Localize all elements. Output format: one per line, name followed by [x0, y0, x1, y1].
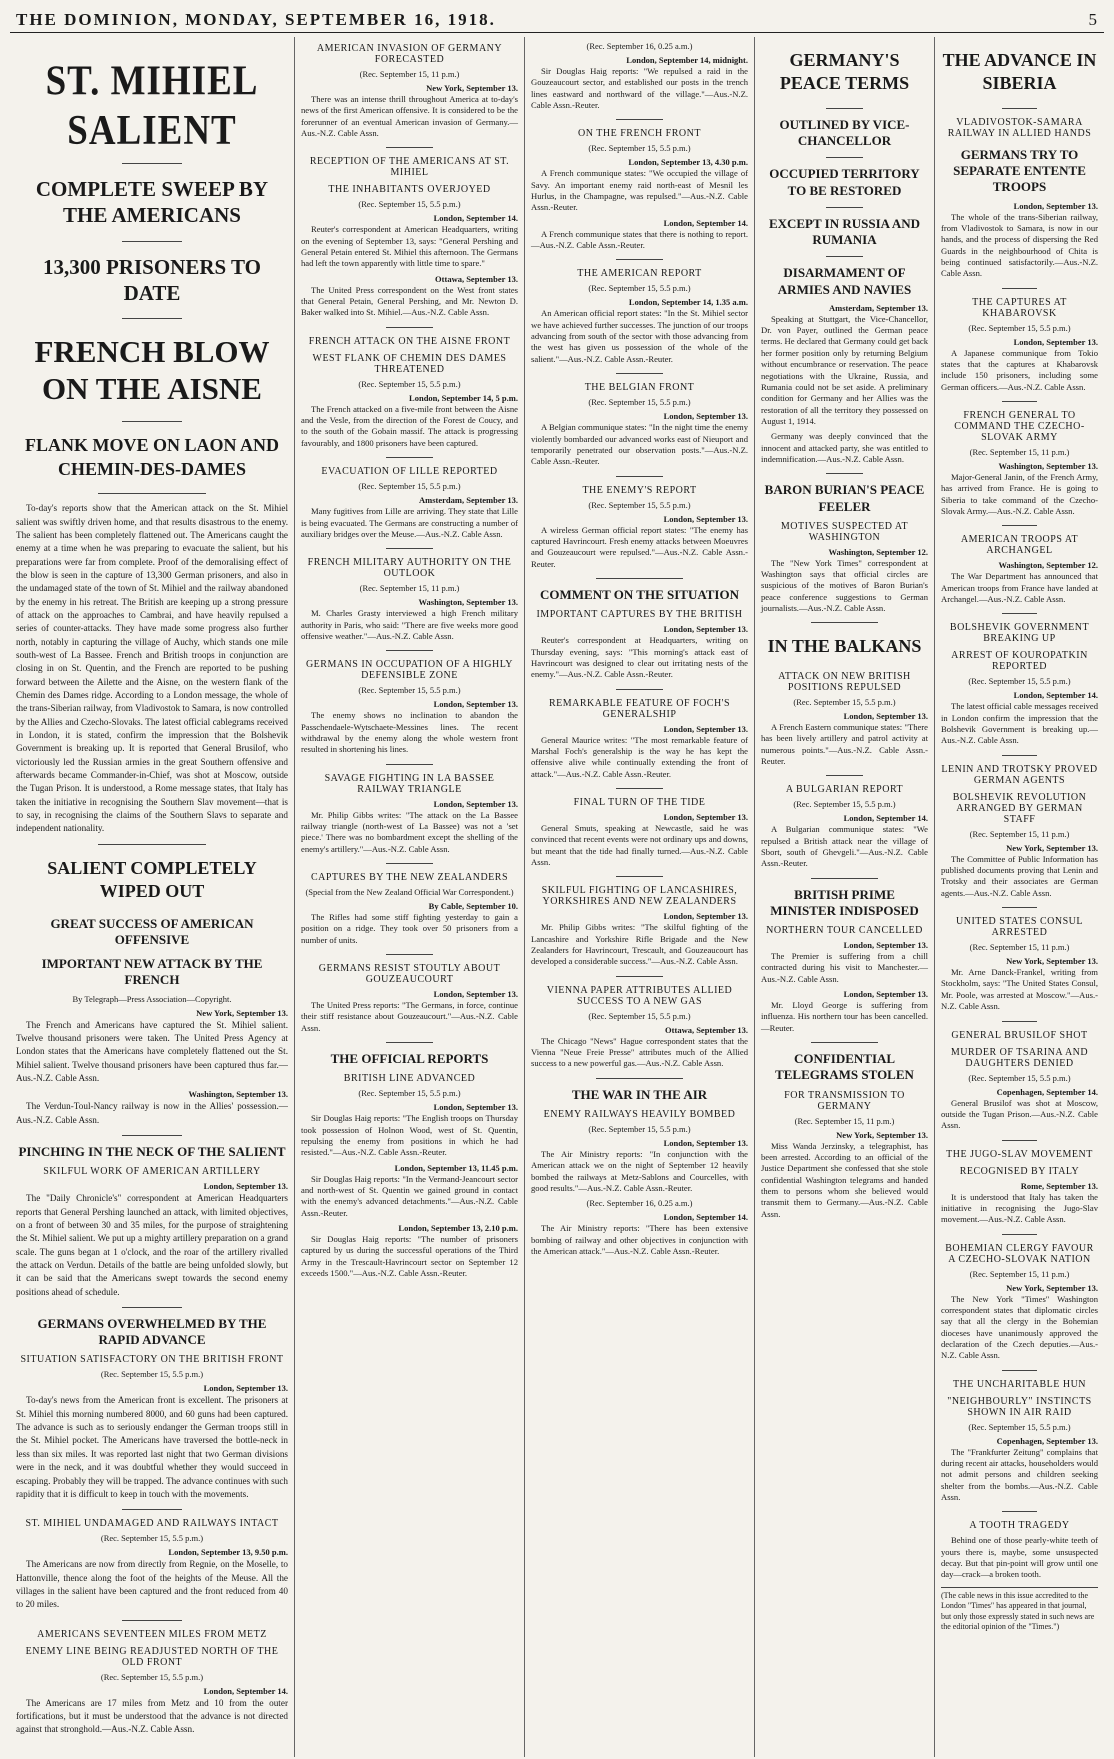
byline: By Telegraph—Press Association—Copyright. — [72, 993, 232, 1004]
article-paragraph: Sir Douglas Haig reports: "The English troops on Thursday took possession of Holnon Wood, west of St. Quentin, repulsing the enemy from positions in which he had resisted."—Aus.-N.Z. Cable Assn.-Reuter. — [301, 1113, 518, 1158]
subheading: THE OFFICIAL REPORTS — [330, 1051, 489, 1067]
article-paragraph: The whole of the trans-Siberian railway, from Vladivostok to Samara, is now in our hands, and the process of dispersing the Red Guards in the neighbourhood of Chita is being continued satisfactorily.—Aus.-N.Z. Cable Assn. — [941, 211, 1098, 279]
received-line: (Rec. September 15, 11 p.m.) — [969, 942, 1070, 953]
subheading: IMPORTANT NEW ATTACK BY THE FRENCH — [41, 956, 263, 988]
divider — [616, 788, 664, 789]
divider — [386, 863, 434, 864]
dateline-place: London, September 14. — [433, 213, 518, 224]
divider — [122, 1307, 182, 1308]
divider — [811, 878, 878, 879]
article-paragraph: The Air Ministry reports: "There has been extensive bombing of railway and other objectives in conjunction with the American attack."—Aus.-N.Z. Cable Assn.-Reuter. — [531, 1223, 748, 1256]
subheading: GERMANS OVERWHELMED BY THE RAPID ADVANCE — [37, 1315, 267, 1348]
dateline-place: London, September 14. — [663, 217, 748, 228]
article-paragraph: Mr. Arne Danck-Frankel, writing from Stockholm, says: "The United States Consul, Mr. Poole, was arrested at Moscow."—Aus.-N.Z. Cable Assn. — [941, 967, 1098, 1012]
article-paragraph: A French Eastern communique states: "There has been lively artillery and patrol activity at numerous points."—Aus.-N.Z. Cable Assn.-Reuter. — [761, 721, 928, 766]
subheading-small: FOR TRANSMISSION TO GERMANY — [784, 1089, 905, 1112]
divider — [1002, 1511, 1037, 1512]
subheading: GREAT SUCCESS OF AMERICAN OFFENSIVE — [50, 915, 254, 947]
headline-salient-wiped: SALIENT COMPLETELY WIPED OUT — [47, 857, 257, 902]
dateline-place: Washington, September 12. — [998, 560, 1098, 571]
divider — [122, 421, 182, 422]
article-paragraph: The Rifles had some stiff fighting yesterday to gain a position on a ridge. They took over 50 prisoners from a number of units. — [301, 911, 518, 945]
article-paragraph: A Belgian communique states: "In the night time the enemy violently bombarded our advanced works east of Nieuport and temporarily penetrated our observation posts."—Aus.-N.Z. Cable Assn.-Reuter. — [531, 422, 748, 467]
subheading-small: RECEPTION OF THE AMERICANS AT ST. MIHIEL — [309, 156, 510, 179]
dateline-place: London, September 13, 9.50 p.m. — [168, 1547, 288, 1558]
divider — [122, 1509, 182, 1510]
subheading-small: MURDER OF TSARINA AND DAUGHTERS DENIED — [950, 1046, 1089, 1069]
received-line: (Rec. September 15, 5.5 p.m.) — [968, 1421, 1071, 1432]
article-paragraph: General Brusilof was shot at Moscow, outside the Tugan Prison.—Aus.-N.Z. Cable Assn. — [941, 1097, 1098, 1131]
dateline-place: London, September 13. — [663, 1137, 748, 1148]
subheading-small: GERMANS RESIST STOUTLY ABOUT GOUZEAUCOURT — [318, 963, 501, 985]
received-line: (Rec. September 15, 5.5 p.m.) — [588, 283, 691, 294]
dateline-place: London, September 13. — [663, 624, 748, 635]
article-paragraph: The Committee of Public Information has published documents proving that Lenin and Trotsky and their associates are German agents.—Aus.-N.Z. Cable Assn. — [941, 853, 1098, 898]
article-paragraph: The latest official cable messages received in London confirm the impression that the Bolshevik Government is breaking up.—Aus.-N.Z. Cable Assn. — [941, 701, 1098, 746]
divider — [122, 241, 182, 242]
subheading-small: THE UNCHARITABLE HUN — [952, 1378, 1087, 1390]
subheading-small: ON THE FRENCH FRONT — [578, 128, 701, 140]
dateline-place: New York, September 13. — [1006, 1282, 1098, 1293]
lead-article: To-day's reports show that the American attack on the St. Mihiel salient was swiftly driven home, and that results disastrous to the enemy. The salient has been completely flattened out. The Americans caught the enemy at a time when he was preparing to evacuate the salient, but his preparations were far from complete. Proof of the demoralising effect of the blow is seen in the capture of 13,300 German prisoners, and also in the undamaged state of the town of St. Mihiel and the railway abandoned by the enemy in his retreat. The British are keeping up a strong pressure of attack on the approaches to Cambrai, and have heavily repulsed a series of counter-attacks. They have made some progress also further north, notably in capturing the village of Auchy, which stands one mile south-west of La Bassee. French and British troops in conjunction are closing in on St. Quentin, and the French are reported to be pushing forward between the Ailette and the Aisne, on the western flank of the Chemin des Dames ridge. According to a London message, the whole of the trans-Siberian railway, from Vladivostok to Samara, is now controlled by the Allies and Czecho-Slovaks. The latest official cablegrams received in London, it is stated, confirm the impression that the Bolshevik Government is breaking up. It is reported that General Brusilof, who victoriously led the Russian armies in the great Southern offensive and afterwards became Commander-in-Chief, was shot at Moscow, outside the Tugan Prison. It is understood, a Rome message states, that Italy has taken the initiative in recognising the Southern Slav movement—that is to say, in recognising the claims of the Southern Slavs to separate and independent nationality. — [16, 503, 288, 834]
divider — [386, 548, 434, 549]
received-line: (Rec. September 15, 5.5 p.m.) — [358, 378, 461, 389]
article-paragraph: The United Press reports: "The Germans, in force, continue their stiff resistance about Gouzeaucourt."—Aus.-N.Z. Cable Assn. — [301, 1000, 518, 1033]
article-paragraph: The Americans are 17 miles from Metz and 10 from the outer fortifications, but it must be understood that the advance is not directed against that stronghold.—Aus.-N.Z. Cable Assn. — [16, 1697, 288, 1735]
divider — [122, 1135, 182, 1136]
divider — [616, 876, 664, 877]
dateline-place: New York, September 13. — [836, 1129, 928, 1140]
received-line: (Rec. September 15, 11 p.m.) — [794, 1115, 895, 1126]
dateline-place: London, September 14. — [1013, 690, 1098, 701]
columns — [10, 37, 1104, 1757]
received-line: (Rec. September 15, 5.5 p.m.) — [968, 322, 1071, 333]
received-line: (Rec. September 15, 11 p.m.) — [359, 69, 460, 79]
subheading-small: AMERICAN TROOPS AT ARCHANGEL — [960, 534, 1079, 557]
subheading: CONFIDENTIAL TELEGRAMS STOLEN — [775, 1051, 914, 1083]
article-paragraph: The Verdun-Toul-Nancy railway is now in the Allies' possession.—Aus.-N.Z. Cable Assn. — [16, 1101, 288, 1125]
headline-main: ST. MIHIEL SALIENT — [45, 57, 259, 155]
subheading-small: "NEIGHBOURLY" INSTINCTS SHOWN IN AIR RAID — [947, 1395, 1092, 1418]
divider — [386, 457, 434, 458]
divider — [122, 318, 182, 319]
divider — [826, 473, 863, 474]
dateline-place: London, September 13. — [433, 1102, 518, 1113]
article-paragraph: The New York "Times" Washington correspondent states that diplomatic circles say that all the clergy in the Bohemian dioceses have unanimously approved the declaration of the Czech deputies.—Aus.-N.Z. Cable Assn. — [941, 1293, 1098, 1361]
divider — [826, 775, 863, 776]
article-paragraph: The War Department has announced that American troops from France have landed at Archangel.—Aus.-N.Z. Cable Assn. — [941, 571, 1098, 605]
headline-siberia: THE ADVANCE IN SIBERIA — [942, 50, 1097, 94]
subheading-small: THE BELGIAN FRONT — [584, 382, 695, 394]
subheading-small: A BULGARIAN REPORT — [785, 784, 904, 796]
divider — [1002, 907, 1037, 908]
dateline-place: Rome, September 13. — [1020, 1180, 1098, 1191]
subheading-small: A TOOTH TRAGEDY — [969, 1520, 1070, 1532]
subheading-small: VLADIVOSTOK-SAMARA RAILWAY IN ALLIED HANDS — [947, 116, 1092, 139]
dateline-place: London, September 14, midnight. — [626, 55, 748, 65]
article-paragraph: The Premier is suffering from a chill contracted during his visit to Manchester.—Aus.-N.Z. Cable Assn. — [761, 951, 928, 984]
divider — [386, 147, 434, 148]
divider — [616, 976, 664, 977]
subheading: BARON BURIAN'S PEACE FEELER — [764, 482, 925, 514]
subheading: PINCHING IN THE NECK OF THE SALIENT — [18, 1143, 286, 1159]
subheading-small: AMERICANS SEVENTEEN MILES FROM METZ — [37, 1628, 267, 1640]
article-paragraph: Mr. Lloyd George is suffering from influenza. His northern tour has been cancelled.—Reuter. — [761, 1000, 928, 1033]
article-paragraph: The "Frankfurter Zeitung" complains that during recent air attacks, householders would not admit persons and children seeking shelter from the bombs.—Aus.-N.Z. Cable Assn. — [941, 1446, 1098, 1502]
subheading-small: FRENCH ATTACK ON THE AISNE FRONT — [308, 335, 511, 347]
subheading: THE WAR IN THE AIR — [571, 1086, 708, 1102]
divider — [1002, 755, 1037, 756]
subheading-small: REMARKABLE FEATURE OF FOCH'S GENERALSHIP — [548, 697, 731, 720]
article-paragraph: The United Press correspondent on the West front states that General Petain, General Pershing, and Mr. Newton D. Baker walked into St. Mihiel.—Aus.-N.Z. Cable Assn. — [301, 284, 518, 318]
headline-balkans: IN THE BALKANS — [767, 636, 922, 657]
article-paragraph: The "New York Times" correspondent at Washington says that official circles are suspicious of the motives of Baron Burian's peace conference suggestions to German journalists.—Aus.-N.Z. Cable Assn. — [761, 557, 928, 614]
article-paragraph: Sir Douglas Haig reports: "The number of prisoners captured by us during the successful operations of the Third Army in the Trescault-Havrincourt sector on September 12 exceeds 1500."—Aus.-N.Z. Cable Assn.-Reuter. — [301, 1234, 518, 1279]
subheading: GERMANS TRY TO SEPARATE ENTENTE TROOPS — [953, 146, 1086, 195]
dateline-place: New York, September 13. — [426, 83, 518, 93]
dateline-place: New York, September 13. — [1006, 956, 1098, 967]
received-line: (Rec. September 15, 5.5 p.m.) — [968, 1072, 1071, 1083]
subheading-small: RECOGNISED BY ITALY — [959, 1165, 1080, 1177]
subheading-small: ST. MIHIEL UNDAMAGED AND RAILWAYS INTACT — [25, 1518, 279, 1530]
dateline-place: Washington, September 13. — [188, 1089, 288, 1100]
subheading-small: BOLSHEVIK REVOLUTION ARRANGED BY GERMAN STAFF — [952, 791, 1087, 825]
article-paragraph: Reuter's correspondent at Headquarters, writing on Thursday evening, says: "This morning's attack east of Havrincourt was designed to clear out irritating nests of the enemy."—Aus.-N.Z. Cable Assn.-Reuter. — [531, 635, 748, 680]
article-paragraph: Major-General Janin, of the French Army, has arrived from France. He is going to Siberia to take command of the Czecho-Slovak Army.—Aus.-N.Z. Cable Assn. — [941, 471, 1098, 516]
subheading-small: SITUATION SATISFACTORY ON THE BRITISH FRONT — [20, 1354, 284, 1366]
subheading-small: THE AMERICAN REPORT — [577, 268, 702, 280]
divider — [826, 157, 863, 158]
received-line: (Rec. September 15, 5.5 p.m.) — [588, 499, 691, 510]
subheading-small: NORTHERN TOUR CANCELLED — [766, 925, 923, 937]
dateline-place: Amsterdam, September 13. — [829, 302, 928, 313]
article-paragraph: The French attacked on a five-mile front between the Aisne and the Vesle, from the direction of the Forest de Coucy, and to the south of the Gobain massif. The attack is progressing favourably, and 1800 prisoners have been captured. — [301, 403, 518, 448]
dateline-place: London, September 14. — [843, 813, 928, 824]
subheading-small: UNITED STATES CONSUL ARRESTED — [956, 916, 1083, 939]
divider — [386, 327, 434, 328]
received-line: (Rec. September 15, 5.5 p.m.) — [793, 696, 896, 707]
divider — [386, 650, 434, 651]
subheading-small: THE INHABITANTS OVERJOYED — [328, 184, 491, 196]
received-line: (Rec. September 15, 11 p.m.) — [359, 583, 460, 594]
subheading-small: LENIN AND TROTSKY PROVED GERMAN AGENTS — [941, 763, 1098, 786]
divider — [98, 844, 207, 845]
divider — [616, 689, 664, 690]
column-2 — [295, 37, 525, 1757]
article-paragraph: A French communique states that there is nothing to report.—Aus.-N.Z. Cable Assn.-Reuter. — [531, 228, 748, 251]
subheading-small: FRENCH MILITARY AUTHORITY ON THE OUTLOOK — [307, 557, 512, 580]
received-line: (Rec. September 15, 5.5 p.m.) — [358, 481, 461, 492]
article-paragraph: Reuter's correspondent at American Headquarters, writing on the evening of September 13, says: "General Pershing and General Petain entered St. Mihiel this afternoon. The Germans had left the town apparently with little time to spare." — [301, 224, 518, 269]
article-paragraph: A Japanese communique from Tokio states that the captures at Khabarovsk include 150 prisoners, including some German officers.—Aus.-N.Z. Cable Assn. — [941, 347, 1098, 392]
article-paragraph: Sir Douglas Haig reports: "We repulsed a raid in the Gouzeaucourt sector, and established our posts in the trench lines eastward and northward of the village."—Aus.-N.Z. Cable Assn.-Reuter. — [531, 66, 748, 111]
subheading-small: THE CAPTURES AT KHABAROVSK — [972, 296, 1067, 319]
subheading-small: AMERICAN INVASION OF GERMANY FORECASTED — [316, 43, 503, 65]
divider — [1002, 613, 1037, 614]
column-5 — [935, 37, 1104, 1757]
subheading: OUTLINED BY VICE-CHANCELLOR — [779, 116, 910, 149]
subheading-small: MOTIVES SUSPECTED AT WASHINGTON — [780, 520, 909, 543]
subheading: EXCEPT IN RUSSIA AND RUMANIA — [768, 215, 921, 248]
subheading-small: SKILFUL FIGHTING OF LANCASHIRES, YORKSHIRES AND NEW ZEALANDERS — [541, 885, 738, 908]
article-paragraph: The Air Ministry reports: "In conjunction with the American attack we on the night of September 12 heavily bombed the railways at Metz-Sablons and Courcelles, with good results."—Aus.-N.Z. Cable Assn.-Reuter. — [531, 1148, 748, 1193]
subheading: DISARMAMENT OF ARMIES AND NAVIES — [777, 265, 912, 297]
subheading-small: FRENCH GENERAL TO COMMAND THE CZECHO-SLOVAK ARMY — [954, 409, 1085, 443]
headline-prisoners: 13,300 PRISONERS TO DATE — [42, 254, 262, 305]
dateline-place: London, September 13. — [663, 911, 748, 922]
subheading: OCCUPIED TERRITORY TO BE RESTORED — [769, 166, 920, 198]
dateline-place: London, September 13. — [433, 699, 518, 710]
received-line: (Rec. September 15, 5.5 p.m.) — [100, 1671, 204, 1682]
article-paragraph: The "Daily Chronicle's" correspondent at American Headquarters reports that General Pershing launched an attack, with limited objectives, on a front of between 30 and 35 miles, for the purpose of straightening the St. Mihiel salient. We put up a mighty artillery preparation on a grand scale. The guns began at 1 o'clock, and the roar of the artillery rivalled the attack on Verdun. Details of the battle are being unfolded slowly, but it can be said that the Americans swept towards the second enemy positions ahead of schedule. — [16, 1193, 288, 1297]
subheading-small: GERMANS IN OCCUPATION OF A HIGHLY DEFENSIBLE ZONE — [305, 659, 514, 682]
subheading-small: ATTACK ON NEW BRITISH POSITIONS REPULSED — [778, 670, 911, 693]
subheading-small: VIENNA PAPER ATTRIBUTES ALLIED SUCCESS TO A NEW GAS — [546, 984, 733, 1007]
article-paragraph: Mr. Philip Gibbs writes: "The skilful fighting of the Lancashire and Yorkshire Rifle Brigade and the New Zealanders for Havrincourt, Trescault, and Gouzeaucourt has developed a considerable success."—Aus.-N.Z. Cable Assn. — [531, 922, 748, 967]
dateline-place: London, September 13. — [1013, 200, 1098, 211]
received-line: (Rec. September 15, 5.5 p.m.) — [358, 199, 461, 210]
dateline-place: London, September 13. — [843, 710, 928, 721]
subheading-small: SAVAGE FIGHTING IN LA BASSEE RAILWAY TRIANGLE — [324, 772, 495, 795]
divider — [122, 163, 182, 164]
divider — [386, 764, 434, 765]
dateline-place: London, September 13, 4.30 p.m. — [628, 157, 748, 168]
divider — [596, 1078, 683, 1079]
masthead-title: THE DOMINION, MONDAY, SEPTEMBER 16, 1918. — [16, 10, 496, 29]
article-paragraph: A Bulgarian communique states: "We repulsed a British attack near the village of Sbort, south of Ghevgeli."—Aus.-N.Z. Cable Assn.-Reuter. — [761, 824, 928, 869]
article-paragraph: The enemy shows no inclination to abandon the Passchendaele-Wytschaete-Messines lines. The recent withdrawal by the enemy along the whole western front resulted in shortening his lines. — [301, 710, 518, 755]
dateline-place: London, September 13. — [663, 513, 748, 524]
divider — [616, 259, 664, 260]
dateline-place: London, September 13, 2.10 p.m. — [398, 1223, 518, 1234]
article-paragraph: General Maurice writes: "The most remarkable feature of Marshal Foch's generalship is the way he has kept the offensive alive while continually extending the front of attack."—Aus.-N.Z. Cable Assn.-Reuter. — [531, 734, 748, 779]
advertisement-text: Behind one of those pearly-white teeth of yours there is, maybe, some unsuspected decay. But that pin-point will grow until one day—crack—a broken tooth. — [941, 1535, 1098, 1580]
article-paragraph: General Smuts, speaking at Newcastle, said he was convinced that recent events were not ordinary ups and downs, but meant that the tide had finally turned.—Aus.-N.Z. Cable Assn. — [531, 822, 748, 867]
article-paragraph: It is understood that Italy has taken the initiative in recognising the Jugo-Slav movement.—Aus.-N.Z. Cable Assn. — [941, 1191, 1098, 1225]
dateline-place: Washington, September 13. — [418, 597, 518, 608]
special-line: (Special from the New Zealand Official War Correspondent.) — [305, 886, 514, 897]
column-3 — [525, 37, 755, 1757]
article-paragraph: Sir Douglas Haig reports: "In the Vermand-Jeancourt sector and north-west of St. Quentin we gained ground in contact with the enemy's advanced detachments."—Aus.-N.Z. Cable Assn.-Reuter. — [301, 1173, 518, 1218]
headline-flank-move: FLANK MOVE ON LAON AND CHEMIN-DES-DAMES — [24, 435, 279, 479]
article-paragraph: The French and Americans have captured the St. Mihiel salient. Twelve thousand prisoners were taken. The United Press Agency at London states that the Americans have completely flattened out the St. Mihiel salient. Twelve thousand prisoners have been captured thus far.—Aus.-N.Z. Cable Assn. — [16, 1019, 288, 1083]
dateline-place: London, September 13. — [663, 723, 748, 734]
article-paragraph: An American official report states: "In the St. Mihiel sector we have achieved further successes. The junction of our troops advancing from south of the sector with those advancing from the west has given us possession of the whole of the salient."—Aus.-N.Z. Cable Assn.-Reuter. — [531, 308, 748, 364]
subheading-small: THE ENEMY'S REPORT — [582, 484, 697, 496]
divider — [616, 119, 664, 120]
dateline-place: London, September 13. — [843, 940, 928, 951]
editorial-note: (The cable news in this issue accredited to the London "Times" has appeared in that journal, but only those expressly stated in such news are the editorial opinion of the "Times.") — [941, 1587, 1098, 1633]
article-paragraph: Germany was deeply convinced that the innocent and attacked party, she was entitled to indemnification.—Aus.-N.Z. Cable Assn. — [761, 431, 928, 464]
headline-peace-terms: GERMANY'S PEACE TERMS — [779, 50, 910, 94]
subheading-small: GENERAL BRUSILOF SHOT — [951, 1029, 1088, 1041]
dateline-place: Washington, September 12. — [828, 546, 928, 557]
dateline-place: London, September 14, 5 p.m. — [409, 392, 518, 403]
received-line: (Rec. September 15, 11 p.m.) — [969, 446, 1070, 457]
subheading-small: ENEMY RAILWAYS HEAVILY BOMBED — [543, 1108, 736, 1120]
article-paragraph: A wireless German official report states: "The enemy has captured Havrincourt. Fresh enemy attacks between Moeuvres and Gouzeaucourt were repulsed."—Aus.-N.Z. Cable Assn.-Reuter. — [531, 524, 748, 569]
received-line: (Rec. September 15, 5.5 p.m.) — [100, 1533, 204, 1544]
subheading-small: FINAL TURN OF THE TIDE — [573, 796, 706, 808]
subheading-small: EVACUATION OF LILLE REPORTED — [321, 466, 498, 478]
headline-sub: COMPLETE SWEEP BY THE AMERICANS — [35, 177, 269, 228]
divider — [1002, 1140, 1037, 1141]
dateline-place: New York, September 13. — [196, 1007, 288, 1018]
divider — [616, 373, 664, 374]
divider — [386, 954, 434, 955]
article-paragraph: To-day's news from the American front is excellent. The prisoners at St. Mihiel this morning numbered 8000, and 60 guns had been captured. The advance is such as to seriously endanger the German troops still in the St. Mihiel pocket. The Americans have traversed the bottle-neck in less than six miles. It was reported last night that two German divisions were in the neck, and it was doubtful whether they would succeed in escaping. Probably they will be trapped. The advance continues with such rapidity that it is difficult to keep in touch with the movements. — [16, 1395, 288, 1499]
divider — [826, 108, 863, 109]
divider — [1002, 1021, 1037, 1022]
subheading-small: CAPTURES BY THE NEW ZEALANDERS — [310, 871, 509, 883]
column-4 — [755, 37, 935, 1757]
divider — [98, 493, 207, 494]
received-line: (Rec. September 15, 5.5 p.m.) — [968, 676, 1071, 687]
dateline-place: London, September 14, 1.35 a.m. — [628, 297, 748, 308]
received-line: (Rec. September 16, 0.25 a.m.) — [586, 1198, 693, 1209]
subheading-small: SKILFUL WORK OF AMERICAN ARTILLERY — [43, 1166, 261, 1178]
dateline-place: London, September 13. — [1013, 336, 1098, 347]
dateline-place: Ottawa, September 13. — [435, 273, 518, 284]
dateline-place: London, September 13. — [843, 989, 928, 1000]
divider — [122, 1620, 182, 1621]
dateline-place: London, September 13. — [203, 1383, 288, 1394]
article-paragraph: Many fugitives from Lille are arriving. They state that Lille is being evacuated. The Germans are constructing a number of auxiliary bridges over the Meuse.—Aus.-N.Z. Cable Assn. — [301, 506, 518, 539]
dateline-place: London, September 13. — [663, 411, 748, 422]
dateline-place: Amsterdam, September 13. — [419, 495, 518, 506]
divider — [1002, 288, 1037, 289]
divider — [811, 622, 878, 623]
received-line: (Rec. September 15, 5.5 p.m.) — [588, 1123, 691, 1134]
received-line: (Rec. September 16, 0.25 a.m.) — [586, 41, 693, 51]
received-line: (Rec. September 15, 5.5 p.m.) — [588, 1010, 691, 1021]
article-paragraph: The Americans are now from directly from Regnie, on the Moselle, to Hattonville, thence along the foot of the heights of the Meuse. All the villages in the salient have been captured and the front reduced from 40 to 20 miles. — [16, 1559, 288, 1610]
article-paragraph: Speaking at Stuttgart, the Vice-Chancellor, Dr. von Payer, outlined the German peace terms. He declared that Germany could get back her former position only by returning Belgium without encumbrance or reservation. The peace negotiations with the Ukraine, Russia, and Rumania could not be set aside. A preliminary condition for Germany and her Allies was the restoration of all the territory they possessed on August 1, 1914. — [761, 313, 928, 426]
page-number: 5 — [1088, 10, 1098, 29]
subheading-small: THE JUGO-SLAV MOVEMENT — [946, 1148, 1093, 1160]
column-1 — [10, 37, 295, 1757]
divider — [826, 256, 863, 257]
divider — [1002, 525, 1037, 526]
received-line: (Rec. September 15, 5.5 p.m.) — [588, 143, 691, 154]
divider — [596, 578, 683, 579]
subheading-small: ENEMY LINE BEING READJUSTED NORTH OF THE OLD FRONT — [25, 1645, 279, 1668]
dateline-place: London, September 13. — [433, 989, 518, 999]
received-line: (Rec. September 15, 11 p.m.) — [969, 828, 1070, 839]
article-paragraph: The Chicago "News" Hague correspondent states that the Vienna "Neue Freie Presse" attributes much of the Allied success to a new powerful gas.—Aus.-N.Z. Cable Assn. — [531, 1035, 748, 1069]
subheading-small: BOLSHEVIK GOVERNMENT BREAKING UP — [949, 622, 1090, 645]
subheading-small: ARREST OF KOUROPATKIN REPORTED — [951, 650, 1088, 673]
dateline-place: Ottawa, September 13. — [665, 1024, 748, 1035]
dateline-place: Washington, September 13. — [998, 460, 1098, 471]
received-line: (Rec. September 15, 5.5 p.m.) — [100, 1369, 204, 1380]
subheading: BRITISH PRIME MINISTER INDISPOSED — [770, 886, 919, 918]
divider — [826, 207, 863, 208]
divider — [616, 476, 664, 477]
divider — [1002, 108, 1037, 109]
dateline-place: London, September 13. — [433, 798, 518, 809]
received-line: (Rec. September 15, 11 p.m.) — [969, 1268, 1070, 1279]
dateline-place: Copenhagen, September 14. — [996, 1086, 1098, 1097]
masthead — [10, 6, 1104, 33]
dateline-place: London, September 13, 11.45 p.m. — [394, 1162, 518, 1173]
received-line: (Rec. September 15, 5.5 p.m.) — [588, 397, 691, 408]
dateline-place: Copenhagen, September 13. — [996, 1435, 1098, 1446]
divider — [1002, 401, 1037, 402]
article-paragraph: Miss Wanda Jerzinsky, a telegraphist, has been arrested. According to an official of the Justice Department she confessed that she stole confidential Washington telegrams and handed them to persons whom she believed would transmit them to Germany.—Aus.-N.Z. Cable Assn. — [761, 1140, 928, 1219]
divider — [1002, 1370, 1037, 1371]
subheading-small: BRITISH LINE ADVANCED — [343, 1073, 476, 1085]
article-paragraph: Mr. Philip Gibbs writes: "The attack on the La Bassee railway triangle (north-west of La Bassee) was not a 'set piece.' There was no bombardment except the shelling of the enemy's artillery."—Aus.-N.Z. Cable Assn. — [301, 809, 518, 854]
dateline-place: London, September 13. — [663, 811, 748, 822]
divider — [1002, 1234, 1037, 1235]
dateline-place: London, September 13. — [203, 1181, 288, 1192]
subheading-small: BOHEMIAN CLERGY FAVOUR A CZECHO-SLOVAK NATION — [945, 1242, 1094, 1265]
article-paragraph: M. Charles Grasty interviewed a high French military authority in Paris, who said: "There are five weeks more good offensive weather."—Aus.-N.Z. Cable Assn. — [301, 608, 518, 641]
dateline-place: London, September 14. — [203, 1685, 288, 1696]
subheading-small: WEST FLANK OF CHEMIN DES DAMES THREATENED — [312, 352, 507, 375]
received-line: (Rec. September 15, 5.5 p.m.) — [793, 799, 896, 810]
headline-french-blow: FRENCH BLOW ON THE AISNE — [34, 334, 270, 407]
received-line: (Rec. September 15, 5.5 p.m.) — [358, 685, 461, 696]
subheading-small: IMPORTANT CAPTURES BY THE BRITISH — [536, 609, 743, 621]
divider — [386, 1042, 434, 1043]
dateline-place: By Cable, September 10. — [428, 900, 518, 911]
subheading: COMMENT ON THE SITUATION — [539, 586, 739, 602]
received-line: (Rec. September 15, 5.5 p.m.) — [358, 1088, 461, 1099]
dateline-place: New York, September 13. — [1006, 842, 1098, 853]
article-paragraph: A French communique states: "We occupied the village of Savy. An important enemy raid north-east of Mesnil les Hurlus, in the Champagne, was repulsed."—Aus.-N.Z. Cable Assn.-Reuter. — [531, 168, 748, 213]
divider — [811, 1042, 878, 1043]
dateline-place: London, September 14. — [663, 1212, 748, 1223]
article-paragraph: There was an intense thrill throughout America at to-day's news of the first American offensive. It is considered to be the forerunner of an eventual American invasion of Germany.—Aus.-N.Z. Cable Assn. — [301, 94, 518, 139]
